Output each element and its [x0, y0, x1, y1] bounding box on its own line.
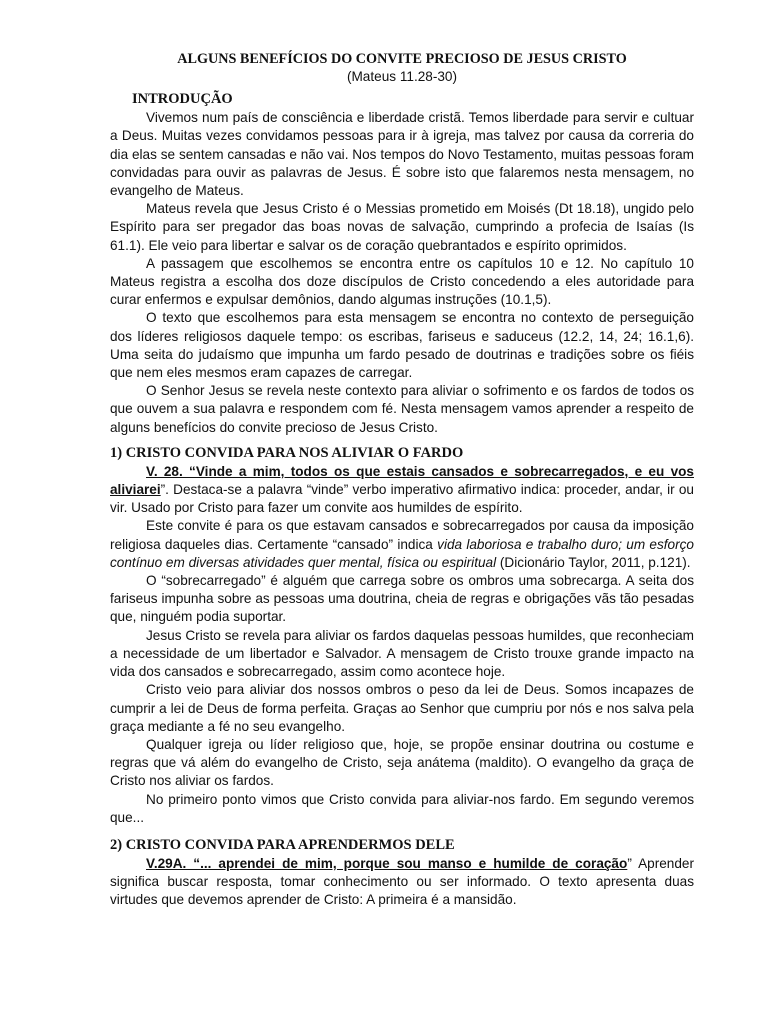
section-1-verse-paragraph [110, 463, 694, 518]
section-1-verse-rest: ”. Destaca-se a palavra “vinde” verbo imperativo afirmativo indica: proceder, andar, ir ou vir. Usado por Cristo para fazer um convite aos humildes de espírito. [110, 482, 694, 516]
intro-paragraph-4: O texto que escolhemos para esta mensagem se encontra no contexto de perseguição dos líderes religiosos daquele tempo: os escribas, fariseus e saduceus (12.2, 14, 24; 16.1,6). Uma seita do judaísmo que impunha um fardo pesado de doutrinas e tradições sobre os fiéis que nem eles mesmos eram capazes de carregar. [110, 310, 694, 381]
section-2-heading: 2) CRISTO CONVIDA PARA APRENDERMOS DELE [110, 836, 455, 853]
document-page [110, 50, 694, 910]
section-2-verse-rest: ” Aprender significa buscar resposta, tomar conhecimento ou ser informado. O texto apresenta duas virtudes que devemos aprender de Cristo: A primeira é a mansidão. [110, 855, 695, 908]
section-1-paragraph-4: Jesus Cristo se revela para aliviar os fardos daquelas pessoas humildes, que reconheciam a necessidade de um libertador e Salvador. A mensagem de Cristo trouxe grande impacto na vida dos cansados e sobrecarregado, assim como acontece hoje. [110, 627, 694, 680]
intro-paragraph-1: Vivemos num país de consciência e liberdade cristã. Temos liberdade para servir e cultuar a Deus. Muitas vezes convidamos pessoas para ir à igreja, mas talvez por causa da correria do dia elas se sentem cansadas e não vai. Nos tempos do Novo Testamento, muitas pessoas foram convidadas para ouvir as palavras de Jesus. É sobre isto que falaremos nesta mensagem, no evangelho de Mateus. [110, 110, 694, 199]
section-1-verse: V. 28. “Vinde a mim, todos os que estais cansados e sobrecarregados, e eu vos aliviarei [110, 463, 694, 498]
intro-paragraph-5: O Senhor Jesus se revela neste contexto para aliviar o sofrimento e os fardos de todos os que ouvem a sua palavra e respondem com fé. Nesta mensagem vamos aprender a respeito de alguns benefícios do convite precioso de Jesus Cristo. [110, 383, 694, 435]
section-2-verse: V.29A. “... aprendei de mim, porque sou manso e humilde de coração [146, 855, 628, 871]
section-1-paragraph-6: Qualquer igreja ou líder religioso que, hoje, se propõe ensinar doutrina ou costume e regras que vá além do evangelho de Cristo, seja anátema (maldito). O evangelho da graça de Cristo nos aliviar os fardos. [110, 736, 694, 789]
section-2-verse-paragraph [110, 855, 694, 910]
intro-paragraph-2: Mateus revela que Jesus Cristo é o Messias prometido em Moisés (Dt 18.18), ungido pelo Espírito para ser pregador das boas novas de salvação, cumprindo a profecia de Isaías (Is 61.1). Ele veio para libertar e salvar os de coração quebrantados e espírito oprimidos. [110, 201, 694, 253]
section-1-paragraph-7: No primeiro ponto vimos que Cristo convida para aliviar-nos fardo. Em segundo veremos que... [110, 791, 694, 825]
section-1-p2-start: Este convite é para os que estavam cansados e sobrecarregados por causa da imposição religiosa daqueles dias. Certamente “cansado” indica [110, 518, 694, 552]
section-1-paragraph-5: Cristo veio para aliviar dos nossos ombros o peso da lei de Deus. Somos incapazes de cumprir a lei de Deus de forma perfeita. Graças ao Senhor que cumpriu por nós e nos salva pela graça mediante a fé no seu evangelho. [110, 682, 694, 734]
document-title: ALGUNS BENEFÍCIOS DO CONVITE PRECIOSO DE JESUS CRISTO [177, 51, 627, 67]
section-1-paragraph-3: O “sobrecarregado” é alguém que carrega sobre os ombros uma sobrecarga. A seita dos fariseus impunha sobre as pessoas uma doutrina, cheia de regras e obrigações vãs tão pesadas que, ninguém podia suportar. [110, 573, 694, 625]
section-1-p2-end: (Dicionário Taylor, 2011, p.121). [496, 554, 691, 570]
document-subtitle: (Mateus 11.28-30) [346, 69, 458, 84]
section-1-paragraph-2 [110, 517, 694, 572]
introduction-heading: INTRODUÇÃO [132, 91, 233, 108]
intro-paragraph-3: A passagem que escolhemos se encontra entre os capítulos 10 e 12. No capítulo 10 Mateus registra a escolha dos doze discípulos de Cristo concedendo a eles autoridade para curar enfermos e expulsar demônios, dando algumas instruções (10.1,5). [110, 255, 694, 308]
section-1-p2-italic: vida laboriosa e trabalho duro; um esforço contínuo em diversas atividades quer mental, física ou espiritual [110, 536, 694, 570]
section-1-heading: 1) CRISTO CONVIDA PARA NOS ALIVIAR O FARDO [110, 444, 464, 461]
